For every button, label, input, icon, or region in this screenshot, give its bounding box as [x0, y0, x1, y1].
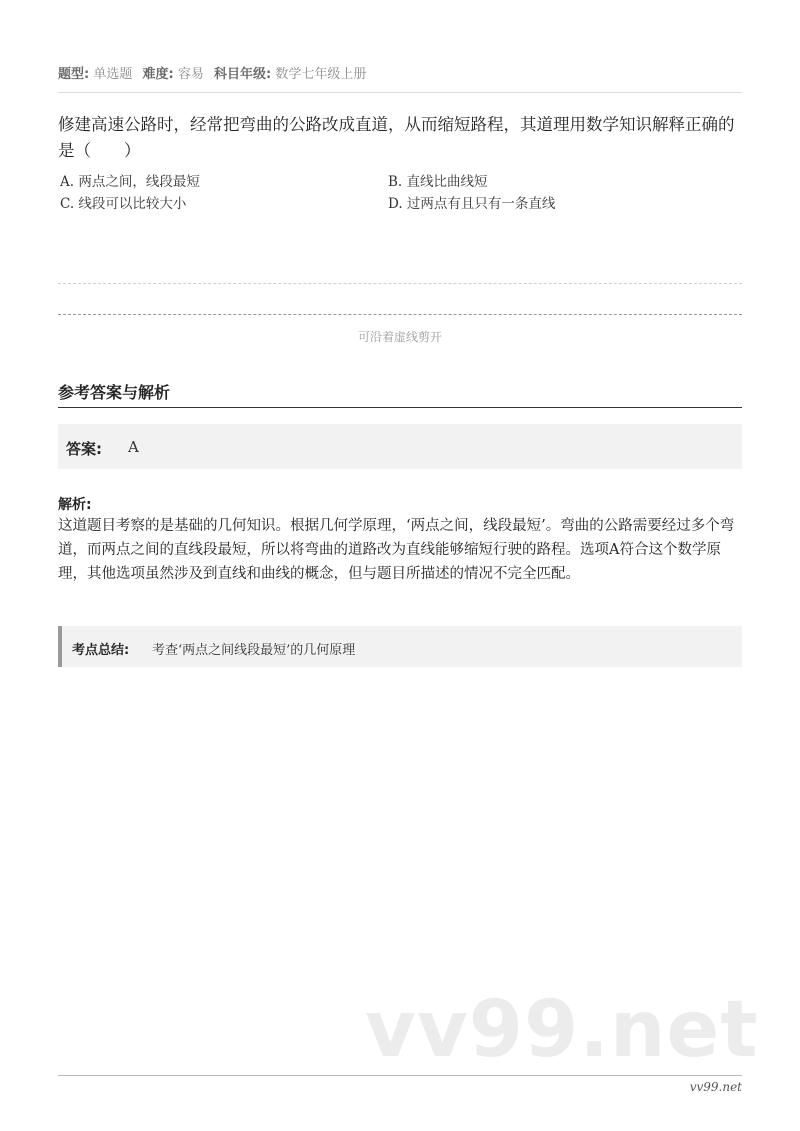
dashed-divider-light — [58, 283, 742, 284]
dashed-cut-line — [58, 314, 742, 315]
type-label: 题型: — [58, 67, 90, 82]
analysis-label: 解析: — [58, 497, 92, 513]
option-b: B. 直线比曲线短 — [388, 174, 488, 190]
difficulty-label: 难度: — [142, 67, 174, 82]
reference-divider — [58, 407, 742, 408]
option-d: D. 过两点有且只有一条直线 — [388, 196, 556, 212]
type-value: 单选题 — [93, 67, 133, 82]
watermark: vv99.net — [365, 985, 759, 1075]
question-meta — [58, 63, 372, 82]
answer-label: 答案: — [66, 440, 102, 458]
question-text: 修建高速公路时，经常把弯曲的公路改成直道，从而缩短路程，其道理用数学知识解释正确的是（ ） — [58, 115, 735, 160]
summary-label: 考点总结: — [72, 643, 130, 658]
option-a: A. 两点之间，线段最短 — [60, 174, 200, 190]
cut-hint: 可沿着虚线剪开 — [357, 330, 442, 344]
grade-value: 数学七年级上册 — [275, 67, 367, 82]
answer-box — [58, 424, 742, 469]
difficulty-value: 容易 — [177, 67, 204, 82]
analysis-text: 这道题目考察的是基础的几何知识。根据几何学原理，‘两点之间，线段最短’。弯曲的公路需要经过多个弯道，而两点之间的直线段最短，所以将弯曲的道路改为直线能够缩短行驶的路程。选项A符合这个数学原理，其他选项虽然涉及到直线和曲线的概念，但与题目所描述的情况不完全匹配。 — [58, 518, 735, 582]
reference-title: 参考答案与解析 — [58, 383, 171, 402]
summary-box — [58, 626, 742, 667]
footer-divider — [58, 1075, 742, 1076]
grade-label: 科目年级: — [214, 67, 272, 82]
top-divider — [58, 92, 742, 93]
summary-text: 考查‘两点之间线段最短’的几何原理 — [152, 643, 356, 658]
answer-value: A — [128, 438, 139, 456]
option-c: C. 线段可以比较大小 — [60, 196, 187, 212]
footer-site: vv99.net — [689, 1080, 742, 1094]
